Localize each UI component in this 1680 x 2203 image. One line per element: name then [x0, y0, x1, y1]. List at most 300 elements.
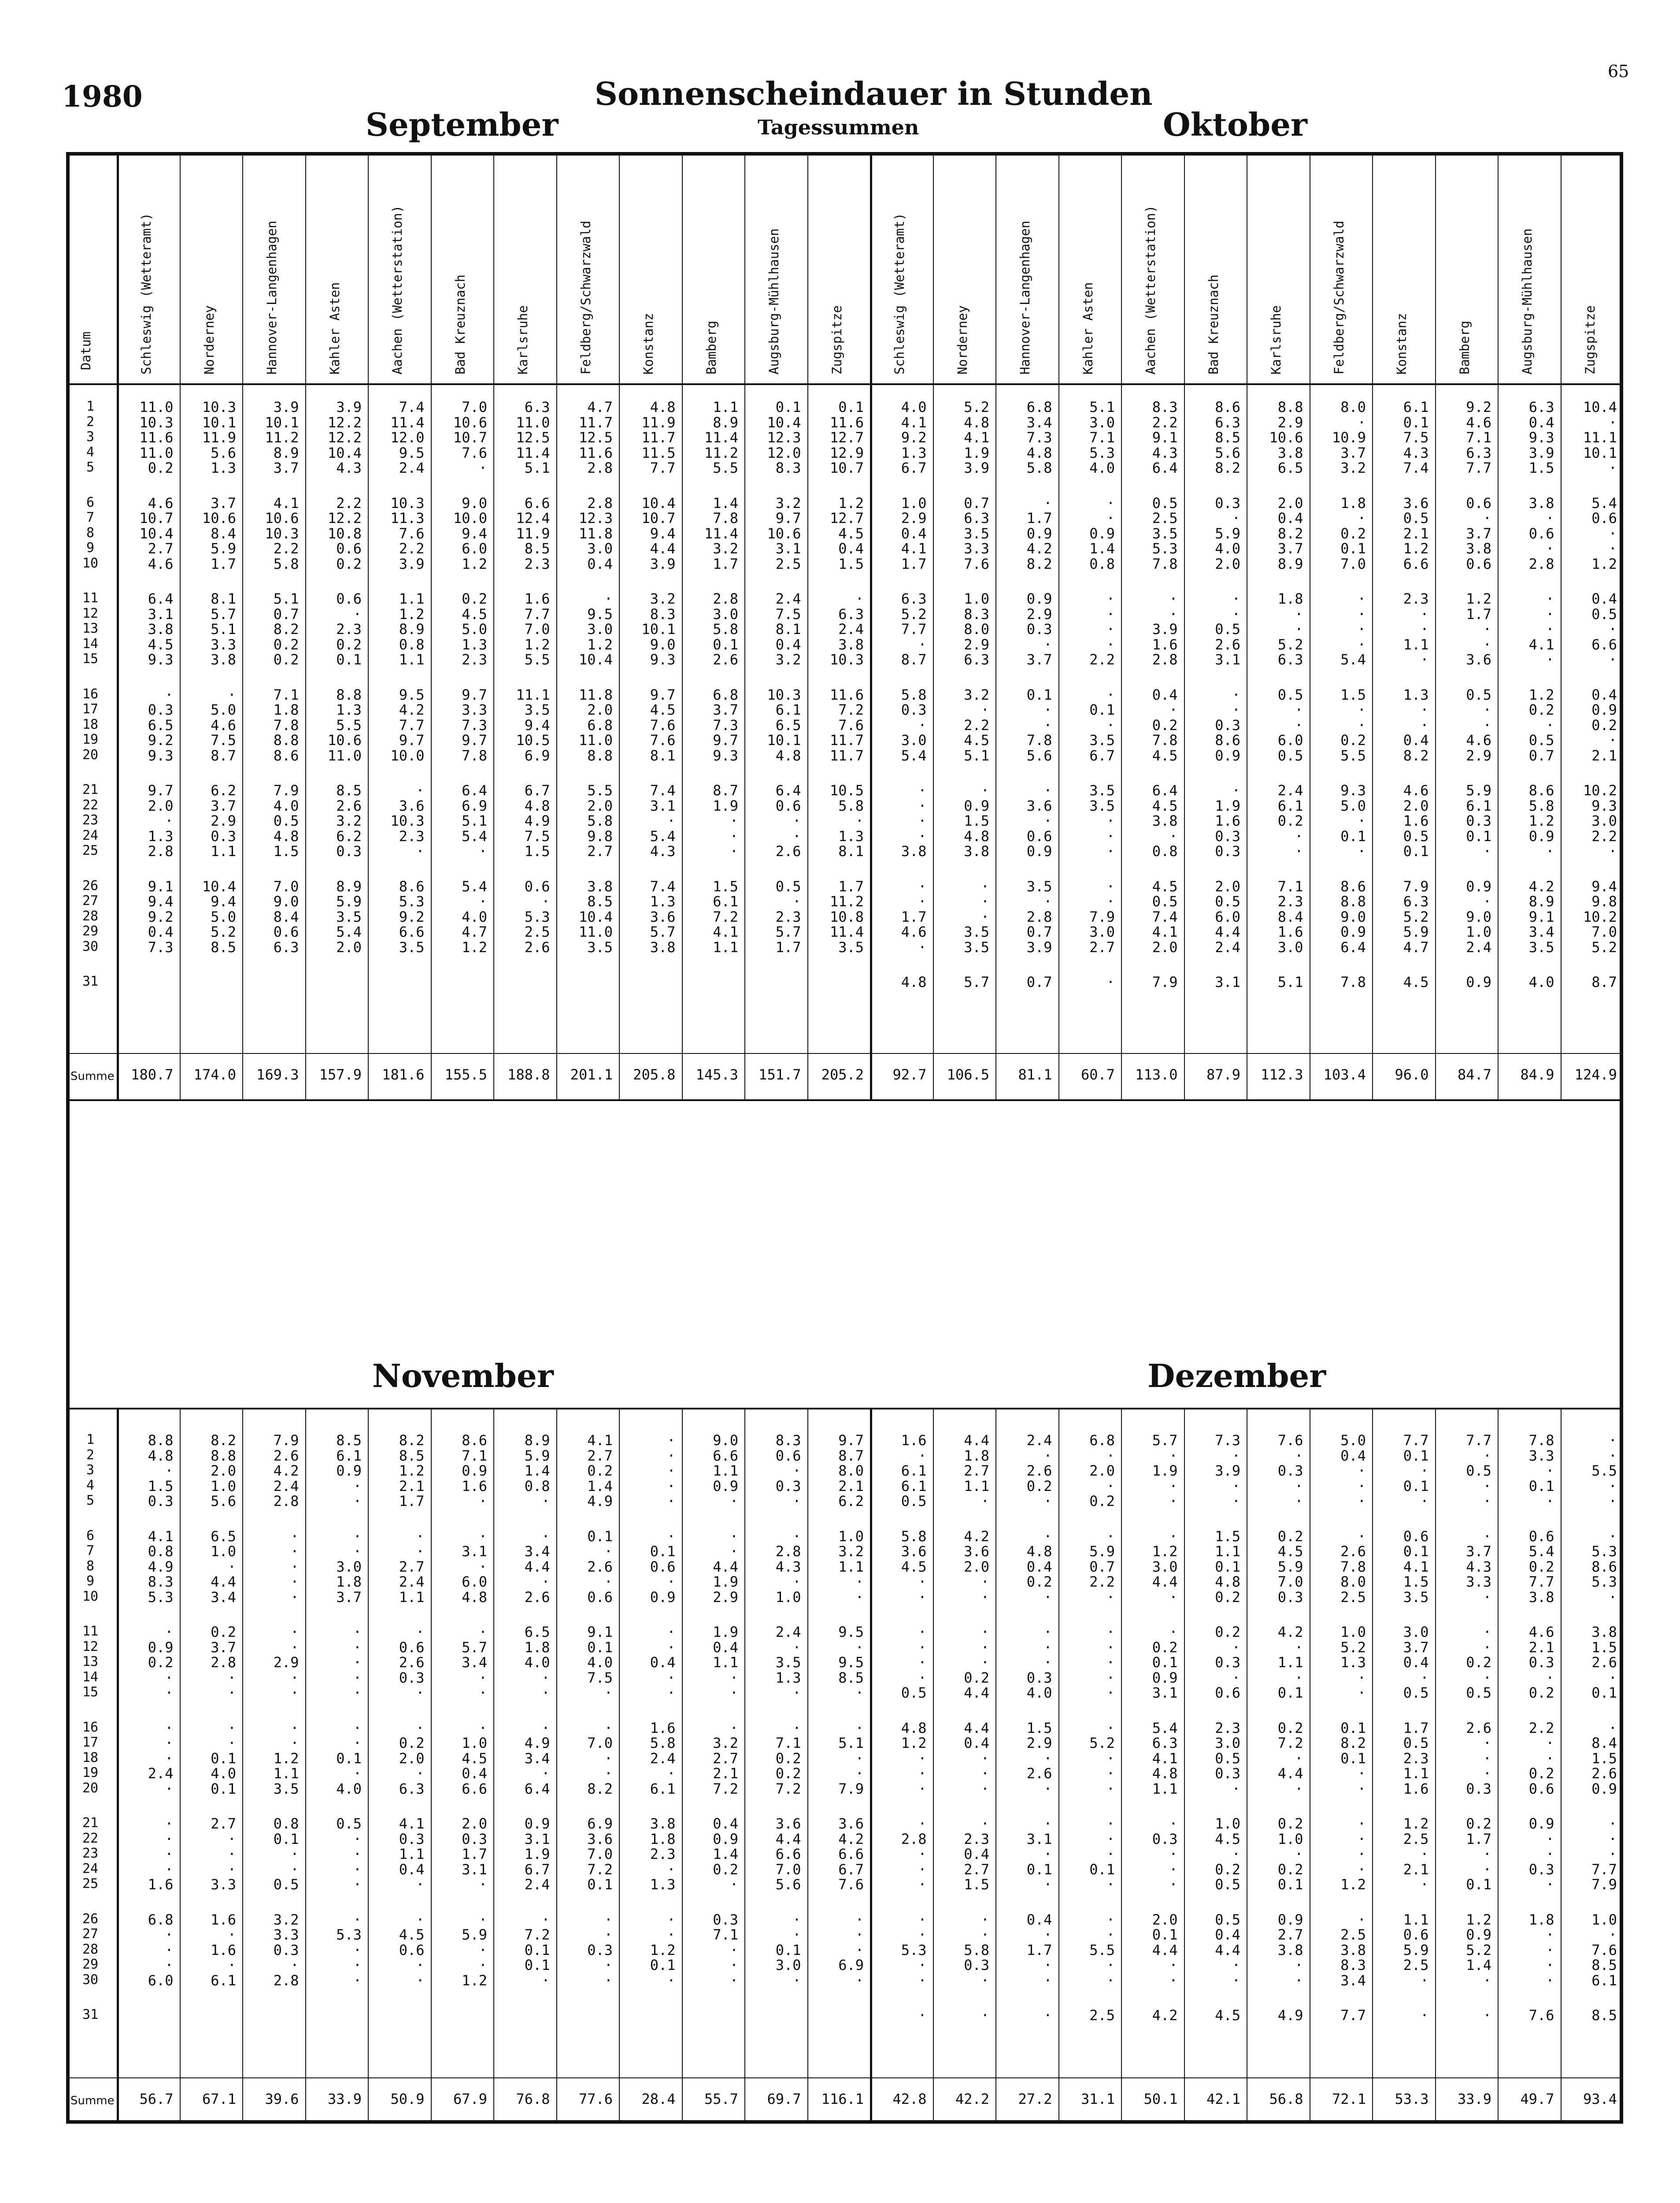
- table-cell: 3.9: [399, 555, 425, 572]
- table-cell: 0.5: [1591, 605, 1617, 623]
- table-cell: ·: [478, 893, 487, 910]
- table-cell: 1.3: [775, 1669, 801, 1686]
- table-cell: 0.8: [1089, 555, 1115, 572]
- day-number: 21: [82, 1815, 99, 1831]
- table-cell: 6.0: [462, 1573, 487, 1590]
- table-cell: 0.9: [1152, 1669, 1178, 1686]
- table-cell: 2.0: [964, 1558, 989, 1575]
- table-cell: 4.2: [399, 701, 425, 718]
- table-cell: 12.3: [767, 429, 801, 446]
- sum-cell: 116.1: [821, 2091, 864, 2107]
- table-cell: ·: [1483, 2007, 1491, 2024]
- table-cell: 5.8: [901, 686, 927, 703]
- sum-cell: 87.9: [1206, 1066, 1240, 1083]
- table-cell: 6.4: [1340, 938, 1366, 956]
- table-cell: ·: [165, 1926, 174, 1943]
- table-cell: 0.2: [1152, 716, 1178, 734]
- column-divider: [1372, 152, 1373, 1099]
- row-divider: [66, 2077, 1623, 2078]
- table-cell: ·: [1169, 1861, 1178, 1878]
- table-cell: ·: [1106, 1876, 1115, 1893]
- day-number: 5: [86, 460, 95, 475]
- sum-cell: 106.5: [947, 1066, 989, 1083]
- table-cell: ·: [1232, 782, 1240, 799]
- table-cell: 0.9: [1466, 1926, 1491, 1943]
- table-cell: 0.3: [462, 1830, 487, 1847]
- table-cell: 4.9: [524, 812, 550, 829]
- table-cell: 4.8: [273, 827, 299, 845]
- table-cell: 8.2: [1340, 1735, 1366, 1751]
- table-cell: 2.5: [1340, 1926, 1366, 1943]
- table-cell: 5.4: [462, 878, 487, 895]
- table-cell: ·: [1106, 1780, 1115, 1797]
- table-cell: 0.2: [1591, 716, 1617, 734]
- table-cell: ·: [1295, 1750, 1303, 1767]
- table-cell: ·: [855, 1573, 864, 1590]
- table-cell: ·: [1106, 812, 1115, 829]
- table-cell: ·: [1546, 1926, 1554, 1943]
- table-cell: 7.5: [524, 827, 550, 845]
- table-cell: ·: [1106, 1447, 1115, 1464]
- table-cell: ·: [1106, 1957, 1115, 1973]
- table-cell: 0.4: [1215, 1926, 1240, 1943]
- table-cell: ·: [353, 1493, 362, 1509]
- table-cell: 2.6: [1591, 1765, 1617, 1782]
- table-cell: 10.4: [1583, 399, 1617, 415]
- table-cell: ·: [667, 1573, 676, 1590]
- table-cell: 4.5: [1152, 878, 1178, 895]
- table-cell: ·: [918, 636, 927, 653]
- table-cell: ·: [1420, 1846, 1429, 1862]
- table-cell: 2.0: [1215, 878, 1240, 895]
- table-cell: ·: [1357, 414, 1366, 431]
- table-cell: 0.2: [336, 636, 362, 653]
- table-cell: 1.2: [1591, 555, 1617, 572]
- table-cell: ·: [1106, 1684, 1115, 1701]
- table-cell: 2.6: [1591, 1654, 1617, 1671]
- table-cell: 3.1: [1215, 974, 1240, 990]
- table-cell: ·: [541, 1765, 550, 1782]
- station-header: Schleswig (Wetteramt): [892, 213, 907, 375]
- table-cell: ·: [353, 1654, 362, 1671]
- table-cell: 7.1: [1466, 429, 1491, 446]
- table-cell: ·: [1169, 1876, 1178, 1893]
- table-cell: 3.6: [775, 1815, 801, 1832]
- table-cell: 4.4: [211, 1573, 236, 1590]
- table-cell: 2.2: [1152, 414, 1178, 431]
- table-cell: ·: [1357, 716, 1366, 734]
- sum-cell: 33.9: [327, 2091, 362, 2107]
- table-cell: 12.2: [327, 429, 362, 446]
- table-cell: ·: [1420, 1876, 1429, 1893]
- table-cell: 4.4: [524, 1558, 550, 1575]
- table-cell: ·: [353, 1765, 362, 1782]
- table-cell: ·: [1608, 1447, 1617, 1464]
- table-cell: 2.0: [587, 797, 613, 814]
- column-divider: [995, 1408, 996, 2124]
- table-cell: 7.0: [1591, 923, 1617, 940]
- table-cell: 1.2: [1152, 1543, 1178, 1560]
- table-cell: 4.6: [1466, 414, 1491, 431]
- table-cell: 8.5: [211, 938, 236, 956]
- table-cell: 3.5: [1026, 878, 1052, 895]
- table-cell: ·: [1483, 621, 1491, 638]
- table-cell: 0.2: [211, 1624, 236, 1640]
- sum-cell: 92.7: [892, 1066, 927, 1083]
- table-cell: ·: [604, 1765, 613, 1782]
- table-cell: 0.3: [273, 1941, 299, 1958]
- table-cell: 10.3: [390, 494, 425, 512]
- day-number: 4: [86, 444, 95, 460]
- sum-cell: 39.6: [265, 2091, 299, 2107]
- table-cell: 7.8: [1026, 732, 1052, 749]
- table-cell: ·: [1106, 893, 1115, 910]
- table-cell: 0.3: [1215, 1654, 1240, 1671]
- table-cell: 10.5: [829, 782, 864, 799]
- table-cell: 5.2: [1277, 636, 1303, 653]
- table-cell: 6.8: [148, 1911, 174, 1928]
- table-cell: 0.5: [1466, 1684, 1491, 1701]
- table-cell: 7.0: [273, 878, 299, 895]
- table-cell: 9.7: [838, 1432, 864, 1449]
- table-cell: 6.3: [1215, 414, 1240, 431]
- table-cell: 2.4: [524, 1876, 550, 1893]
- table-cell: 5.8: [713, 621, 738, 638]
- table-cell: 7.2: [1277, 1735, 1303, 1751]
- table-cell: 0.2: [1215, 1588, 1240, 1606]
- table-cell: ·: [290, 1719, 299, 1736]
- table-cell: 7.9: [273, 782, 299, 799]
- table-cell: ·: [729, 843, 738, 860]
- table-cell: 1.3: [650, 1876, 676, 1893]
- sum-cell: 201.1: [570, 1066, 613, 1083]
- table-cell: 11.4: [516, 444, 550, 461]
- table-cell: 0.9: [1340, 923, 1366, 940]
- table-cell: 7.5: [587, 1669, 613, 1686]
- table-cell: 5.7: [462, 1639, 487, 1656]
- table-cell: 0.1: [1528, 1477, 1554, 1495]
- table-cell: 12.7: [829, 429, 864, 446]
- table-cell: ·: [667, 1528, 676, 1545]
- table-cell: 2.8: [148, 843, 174, 860]
- table-cell: 7.8: [273, 716, 299, 734]
- table-cell: 7.9: [1089, 908, 1115, 925]
- table-cell: ·: [353, 1477, 362, 1495]
- table-cell: 2.7: [1277, 1926, 1303, 1943]
- table-cell: 6.3: [1403, 893, 1429, 910]
- table-cell: 1.9: [713, 797, 738, 814]
- table-cell: 5.9: [1215, 525, 1240, 542]
- table-cell: 0.2: [148, 1654, 174, 1671]
- column-divider: [1498, 152, 1499, 1099]
- table-cell: 0.5: [1215, 621, 1240, 638]
- table-cell: ·: [604, 1926, 613, 1943]
- table-cell: 8.9: [399, 621, 425, 638]
- table-cell: 8.2: [1403, 747, 1429, 764]
- table-cell: 8.3: [1152, 399, 1178, 415]
- table-cell: ·: [1044, 1815, 1052, 1832]
- table-cell: 7.0: [524, 621, 550, 638]
- table-cell: 6.4: [524, 1780, 550, 1797]
- table-cell: ·: [1106, 878, 1115, 895]
- table-cell: ·: [667, 1765, 676, 1782]
- table-cell: ·: [604, 1957, 613, 1973]
- table-cell: 3.3: [211, 636, 236, 653]
- station-header: Hannover-Langenhagen: [264, 220, 279, 375]
- table-cell: ·: [1483, 1846, 1491, 1862]
- sum-cell: 81.1: [1018, 1066, 1052, 1083]
- table-cell: 11.4: [390, 414, 425, 431]
- table-cell: 3.5: [1403, 1588, 1429, 1606]
- table-cell: ·: [1044, 1750, 1052, 1767]
- table-cell: 7.6: [399, 525, 425, 542]
- table-cell: ·: [1420, 1462, 1429, 1479]
- table-cell: ·: [1044, 812, 1052, 829]
- table-cell: 3.1: [775, 540, 801, 557]
- table-cell: 0.1: [650, 1543, 676, 1560]
- table-cell: ·: [667, 1911, 676, 1928]
- table-cell: 7.1: [462, 1447, 487, 1464]
- day-number: 15: [82, 651, 99, 667]
- table-cell: 1.2: [399, 605, 425, 623]
- table-cell: 7.2: [838, 701, 864, 718]
- table-cell: ·: [1546, 510, 1554, 527]
- table-cell: 10.6: [202, 510, 236, 527]
- table-cell: 3.5: [399, 938, 425, 956]
- table-cell: 3.8: [1277, 1941, 1303, 1958]
- table-cell: 7.3: [1026, 429, 1052, 446]
- table-cell: 2.8: [1528, 555, 1554, 572]
- table-cell: 3.4: [1026, 414, 1052, 431]
- table-cell: 0.1: [1277, 1876, 1303, 1893]
- table-cell: ·: [416, 1684, 425, 1701]
- table-cell: ·: [1106, 1477, 1115, 1495]
- sum-cell: 67.1: [202, 2091, 236, 2107]
- table-cell: 0.3: [713, 1911, 738, 1928]
- table-cell: 9.3: [1591, 797, 1617, 814]
- table-cell: 2.5: [1403, 1957, 1429, 1973]
- table-cell: 0.3: [148, 1493, 174, 1509]
- table-cell: 7.5: [775, 605, 801, 623]
- table-cell: 8.3: [964, 605, 989, 623]
- table-cell: 4.6: [148, 555, 174, 572]
- table-cell: 4.9: [1277, 2007, 1303, 2024]
- table-cell: 10.7: [453, 429, 487, 446]
- table-cell: 8.4: [1591, 1735, 1617, 1751]
- table-cell: 0.6: [399, 1639, 425, 1656]
- table-cell: ·: [353, 1528, 362, 1545]
- table-cell: 4.2: [1528, 878, 1554, 895]
- table-cell: 0.5: [336, 1815, 362, 1832]
- table-cell: 8.9: [273, 444, 299, 461]
- table-cell: ·: [1044, 1957, 1052, 1973]
- sum-cell: 27.2: [1018, 2091, 1052, 2107]
- table-cell: 0.3: [1528, 1654, 1554, 1671]
- table-cell: 0.1: [1591, 1684, 1617, 1701]
- table-cell: 9.5: [399, 444, 425, 461]
- table-cell: 0.1: [1089, 1861, 1115, 1878]
- day-number: 3: [86, 1462, 95, 1478]
- table-cell: 2.2: [1089, 651, 1115, 668]
- table-cell: 1.5: [148, 1477, 174, 1495]
- table-cell: 0.3: [1215, 716, 1240, 734]
- table-cell: 1.1: [399, 651, 425, 668]
- table-cell: 2.0: [1403, 797, 1429, 814]
- table-cell: ·: [1357, 1846, 1366, 1862]
- table-cell: 4.2: [838, 1830, 864, 1847]
- table-cell: 5.3: [1591, 1543, 1617, 1560]
- table-cell: 0.9: [462, 1462, 487, 1479]
- day-number: 14: [82, 636, 99, 652]
- sum-cell: 157.9: [319, 1066, 362, 1083]
- table-cell: ·: [165, 1846, 174, 1862]
- table-cell: 11.3: [390, 510, 425, 527]
- table-cell: 12.0: [767, 444, 801, 461]
- table-cell: 0.3: [1528, 1861, 1554, 1878]
- table-cell: 1.1: [399, 1588, 425, 1606]
- table-cell: 6.6: [462, 1780, 487, 1797]
- table-cell: 1.8: [273, 701, 299, 718]
- table-cell: ·: [165, 1941, 174, 1958]
- table-cell: 2.7: [964, 1462, 989, 1479]
- table-cell: 9.5: [838, 1624, 864, 1640]
- table-cell: 0.3: [1026, 621, 1052, 638]
- table-cell: ·: [1483, 510, 1491, 527]
- table-cell: 11.0: [139, 399, 174, 415]
- table-cell: 4.9: [148, 1558, 174, 1575]
- table-cell: 0.7: [273, 605, 299, 623]
- table-cell: 0.9: [1591, 1780, 1617, 1797]
- table-cell: 7.6: [462, 444, 487, 461]
- day-number: 3: [86, 429, 95, 445]
- table-cell: 7.7: [1528, 1573, 1554, 1590]
- table-cell: 1.5: [524, 843, 550, 860]
- table-cell: 3.2: [713, 1735, 738, 1751]
- table-cell: ·: [1232, 701, 1240, 718]
- table-cell: 0.9: [713, 1477, 738, 1495]
- table-cell: 1.9: [964, 444, 989, 461]
- table-cell: 0.2: [964, 1669, 989, 1686]
- table-cell: 1.7: [462, 1846, 487, 1862]
- table-cell: ·: [416, 1876, 425, 1893]
- table-cell: ·: [855, 1588, 864, 1606]
- table-cell: 4.7: [1403, 938, 1429, 956]
- table-cell: 2.4: [1215, 938, 1240, 956]
- table-cell: 2.3: [1215, 1719, 1240, 1736]
- table-cell: 3.1: [1152, 1684, 1178, 1701]
- table-cell: 0.5: [273, 812, 299, 829]
- table-cell: ·: [1106, 1669, 1115, 1686]
- table-cell: 0.3: [901, 701, 927, 718]
- table-cell: 5.3: [1591, 1573, 1617, 1590]
- table-cell: 10.4: [578, 651, 613, 668]
- table-cell: 2.9: [964, 636, 989, 653]
- table-cell: 0.2: [713, 1861, 738, 1878]
- table-cell: 0.1: [336, 1750, 362, 1767]
- table-cell: 4.0: [211, 1765, 236, 1782]
- sum-cell: 169.3: [256, 1066, 299, 1083]
- table-cell: 1.7: [399, 1493, 425, 1509]
- table-cell: 8.4: [273, 908, 299, 925]
- table-cell: 10.5: [516, 732, 550, 749]
- table-cell: ·: [981, 908, 989, 925]
- table-cell: ·: [478, 1558, 487, 1575]
- table-cell: 8.9: [524, 1432, 550, 1449]
- day-number: 4: [86, 1477, 95, 1493]
- month-title-oktober: Oktober: [1163, 106, 1307, 143]
- table-cell: 1.8: [650, 1830, 676, 1847]
- table-cell: ·: [227, 1926, 236, 1943]
- table-cell: ·: [1357, 636, 1366, 653]
- table-cell: 5.5: [713, 460, 738, 476]
- column-divider: [1121, 152, 1122, 1099]
- table-cell: 0.8: [524, 1477, 550, 1495]
- table-cell: 4.7: [587, 399, 613, 415]
- table-cell: ·: [1169, 1846, 1178, 1862]
- table-cell: 2.8: [1152, 651, 1178, 668]
- table-cell: 2.4: [1277, 782, 1303, 799]
- column-divider: [1184, 1408, 1185, 2124]
- table-cell: ·: [1169, 605, 1178, 623]
- table-cell: 3.6: [964, 1543, 989, 1560]
- table-cell: ·: [918, 827, 927, 845]
- table-cell: ·: [792, 893, 801, 910]
- table-cell: ·: [165, 1719, 174, 1736]
- table-cell: ·: [1483, 1765, 1491, 1782]
- table-cell: 8.6: [1215, 732, 1240, 749]
- table-cell: 2.0: [336, 938, 362, 956]
- table-cell: 4.4: [1152, 1941, 1178, 1958]
- table-cell: ·: [981, 701, 989, 718]
- table-cell: 0.4: [462, 1765, 487, 1782]
- table-cell: 6.3: [1152, 1735, 1178, 1751]
- table-cell: 0.4: [1591, 686, 1617, 703]
- table-cell: 8.7: [211, 747, 236, 764]
- table-cell: 7.8: [1152, 555, 1178, 572]
- table-cell: ·: [918, 1447, 927, 1464]
- table-cell: 0.9: [1026, 590, 1052, 607]
- table-cell: 0.6: [1466, 555, 1491, 572]
- page-number: 65: [1608, 62, 1629, 81]
- table-cell: 4.8: [524, 797, 550, 814]
- table-cell: ·: [1546, 716, 1554, 734]
- table-cell: 8.9: [713, 414, 738, 431]
- station-header: Norderney: [955, 305, 970, 375]
- column-divider: [1058, 1408, 1059, 2124]
- table-cell: 0.5: [1403, 510, 1429, 527]
- table-cell: ·: [1483, 1493, 1491, 1509]
- table-cell: 2.4: [838, 621, 864, 638]
- table-cell: 4.5: [650, 701, 676, 718]
- table-cell: 9.5: [587, 605, 613, 623]
- table-cell: 9.5: [838, 1654, 864, 1671]
- table-cell: 4.0: [1215, 540, 1240, 557]
- table-cell: 0.4: [713, 1639, 738, 1656]
- table-cell: 6.4: [462, 782, 487, 799]
- table-cell: 8.5: [1591, 1957, 1617, 1973]
- table-cell: 3.1: [462, 1543, 487, 1560]
- table-cell: 0.4: [1026, 1558, 1052, 1575]
- table-cell: 3.2: [273, 1911, 299, 1928]
- table-cell: 7.0: [1340, 555, 1366, 572]
- table-cell: ·: [290, 1558, 299, 1575]
- table-cell: 0.2: [1277, 1861, 1303, 1878]
- table-cell: 1.6: [524, 590, 550, 607]
- table-cell: 7.8: [462, 747, 487, 764]
- table-cell: 1.9: [1152, 1462, 1178, 1479]
- table-cell: 9.4: [650, 525, 676, 542]
- table-cell: 1.5: [1340, 686, 1366, 703]
